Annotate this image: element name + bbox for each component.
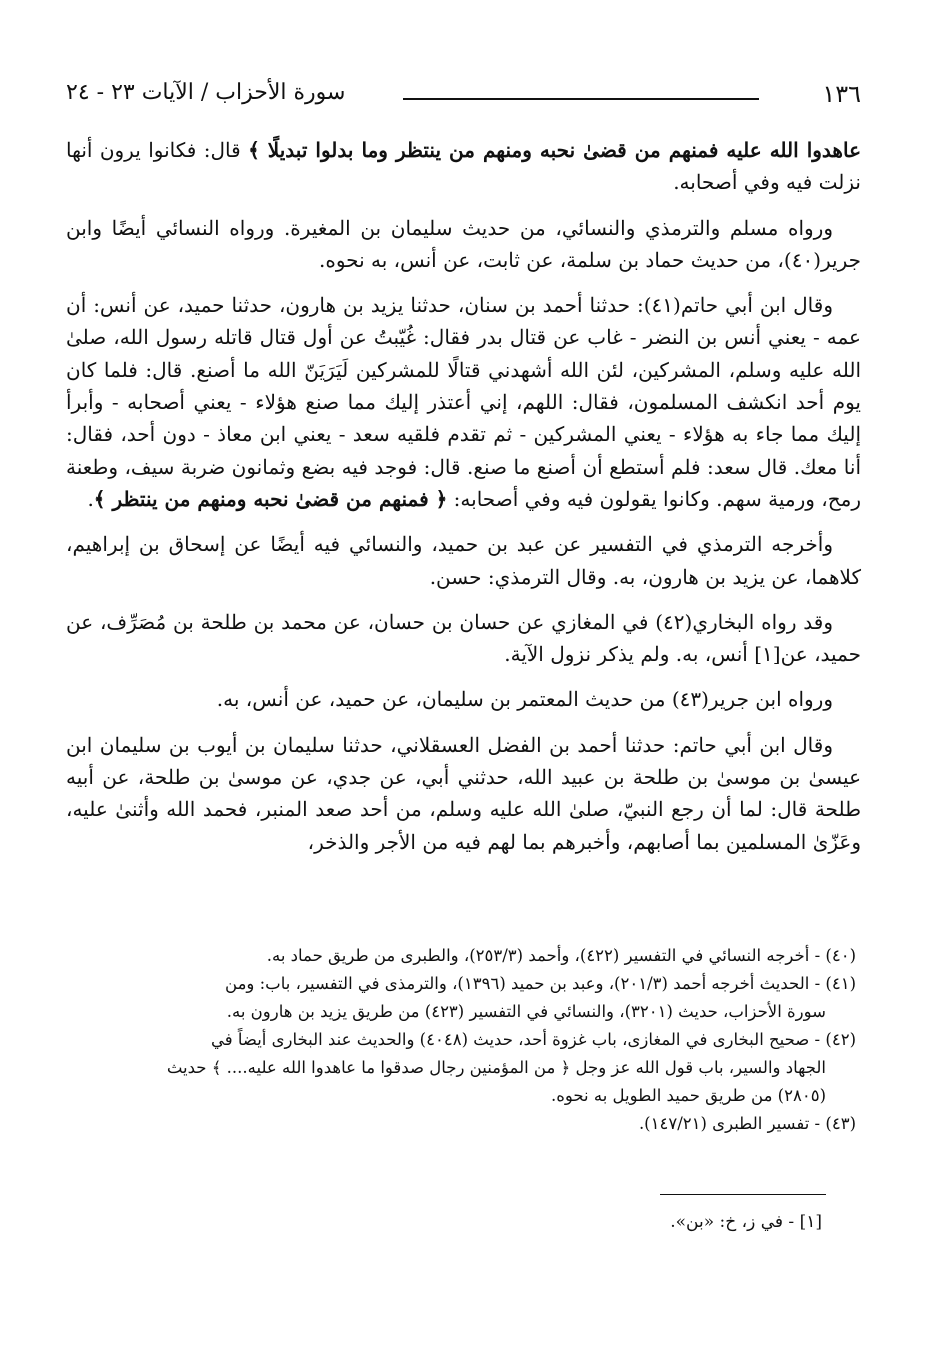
running-title: سورة الأحزاب / الآيات ٢٣ - ٢٤ — [66, 80, 346, 105]
header-divider — [403, 98, 759, 100]
paragraph-text: وأخرجه الترمذي في التفسير عن عبد بن حميد، والنسائي فيه أيضًا عن إسحاق بن إبراهيم، كلاهما، عن يزيد بن هارون، به. وقال الترمذي: حسن. — [66, 532, 861, 589]
footnote-line: سورة الأحزاب، حديث (٣٢٠١)، والنسائي في التفسير (٤٢٣) من طريق يزيد بن هارون به. — [226, 1002, 826, 1021]
paragraph — [66, 729, 861, 858]
variant-note: [١] - في ز، خ: «بن». — [670, 1212, 822, 1232]
variant-note-divider — [660, 1194, 826, 1195]
paragraph-text: وقال ابن أبي حاتم: حدثنا أحمد بن الفضل العسقلاني، حدثنا سليمان بن أيوب بن سليمان ابن عيسىٰ بن موسىٰ بن طلحة بن عبيد الله، حدثني أبي، عن جدي، عن موسىٰ بن طلحة، عن أبيه طلحة قال: لما أن رجع النبيّ، صلىٰ الله عليه وسلم، من أحد صعد المنبر، فحمد الله وأثنىٰ عليه، وعَزّىٰ المسلمين بما أصابهم، وأخبرهم بما لهم فيه من الأجر والذخر، — [66, 732, 861, 854]
paragraph — [66, 212, 861, 277]
paragraph-text: ورواه مسلم والترمذي والنسائي، من حديث سليمان بن المغيرة. ورواه النسائي أيضًا وابن جرير(٤٠)، من حديث حماد بن سلمة، عن ثابت، عن أنس، به نحوه. — [66, 215, 861, 272]
paragraph-text: . — [87, 486, 94, 511]
paragraph-text: وقد رواه البخاري(٤٢) في المغازي عن حسان بن حسان، عن محمد بن طلحة بن مُصَرِّف، عن حميد، عن[١] أنس، به. ولم يذكر نزول الآية. — [66, 609, 861, 667]
paragraph-text: قال: فكانوا يرون أنها نزلت فيه وفي أصحابه. — [66, 138, 861, 195]
paragraph-text: وقال ابن أبي حاتم(٤١): حدثنا أحمد بن سنان، حدثنا يزيد بن هارون، حدثنا حميد، عن أنس: أن عمه - يعني أنس بن النضر - غاب عن قتال بدر فقال: غُيّبتُ عن أول قتال قاتله رسول الله، صلىٰ الله عليه وسلم، المشركين، لئن الله أشهدني قتالًا للمشركين لَيَرَيَنّ الله ما أصنع. قال: فلما كان يوم أحد انكشف المسلمون، فقال: اللهم، إني أعتذر إليك مما صنع هؤلاء - يعني أصحابه - وأبرأ إليك مما جاء به هؤلاء - يعني المشركين - ثم تقدم فلقيه سعد - يعني ابن معاذ - دون أحد، فقال: أنا معك. قال سعد: فلم أستطع أن أصنع ما صنع. قال: فوجد فيه بضع وثمانون ضربة سيف، وطعنة رمح، ورمية سهم. وكانوا يقولون فيه وفي أصحابه: — [66, 293, 861, 511]
footnote-line: (٤١) - الحديث أخرجه أحمد (٢٠١/٣)، وعبد بن حميد (١٣٩٦)، والترمذى في التفسير، باب: ومن — [225, 974, 856, 993]
paragraph — [66, 606, 861, 671]
paragraph — [66, 134, 861, 199]
footnote-line: الجهاد والسير، باب قول الله عز وجل ﴿ من المؤمنين رجال صدقوا ما عاهدوا الله عليه.... ﴾ حديث — [166, 1058, 826, 1077]
footnote-line: (٤٠) - أخرجه النسائي في التفسير (٤٢٢)، وأحمد (٢٥٣/٣)، والطبرى من طريق حماد به. — [266, 946, 856, 965]
paragraph-text: ورواه ابن جرير(٤٣) من حديث المعتمر بن سليمان، عن حميد، عن أنس، به. — [216, 687, 833, 712]
paragraph — [66, 289, 861, 515]
page-header — [66, 80, 861, 116]
paragraph — [66, 528, 861, 593]
quran-quote: عاهدوا الله عليه فمنهم من قضىٰ نحبه ومنهم من ينتظر وما بدلوا تبديلًا ﴾ — [248, 138, 862, 162]
footnotes — [66, 942, 856, 1138]
quran-quote: ﴿ فمنهم من قضىٰ نحبه ومنهم من ينتظر ﴾ — [93, 486, 448, 511]
footnote-line: (٤٢) - صحيح البخارى في المغازى، باب غزوة أحد، حديث (٤٠٤٨) والحديث عند البخارى أيضاً في — [210, 1030, 856, 1049]
main-text — [66, 134, 861, 871]
page-number: ١٣٦ — [822, 80, 861, 108]
footnote-line: (٢٨٠٥) من طريق حميد الطويل به نحوه. — [550, 1086, 826, 1105]
paragraph — [66, 683, 861, 715]
footnote-line: (٤٣) - تفسير الطبرى (١٤٧/٢١). — [638, 1114, 856, 1133]
